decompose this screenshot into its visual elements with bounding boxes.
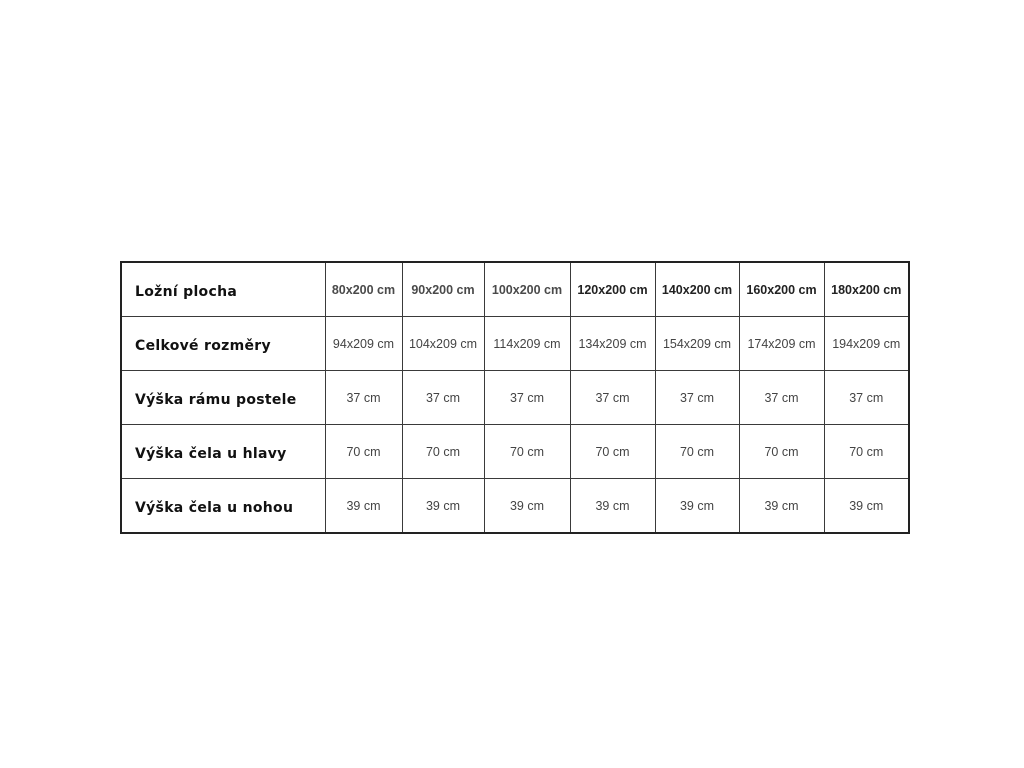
table-row (121, 425, 909, 479)
table-cell: 70 cm (570, 425, 655, 479)
table-cell: 37 cm (570, 371, 655, 425)
size-column-header: 90x200 cm (402, 262, 484, 317)
table-cell: 37 cm (484, 371, 570, 425)
size-column-header: 160x200 cm (739, 262, 824, 317)
bed-dimensions-table (120, 261, 910, 534)
row-label-overall-dimensions: Celkové rozměry (121, 317, 325, 371)
table-cell: 70 cm (484, 425, 570, 479)
table-cell: 94x209 cm (325, 317, 402, 371)
table-cell: 114x209 cm (484, 317, 570, 371)
table-header-row (121, 262, 909, 317)
table-cell: 134x209 cm (570, 317, 655, 371)
table-row (121, 371, 909, 425)
table-cell: 37 cm (739, 371, 824, 425)
table-cell: 70 cm (739, 425, 824, 479)
table-cell: 39 cm (484, 479, 570, 534)
table-cell: 70 cm (325, 425, 402, 479)
table-cell: 154x209 cm (655, 317, 739, 371)
size-column-header: 100x200 cm (484, 262, 570, 317)
table-cell: 37 cm (655, 371, 739, 425)
table-row (121, 317, 909, 371)
table-cell: 104x209 cm (402, 317, 484, 371)
table-cell: 39 cm (739, 479, 824, 534)
size-column-header: 120x200 cm (570, 262, 655, 317)
row-label-frame-height: Výška rámu postele (121, 371, 325, 425)
table-cell: 39 cm (325, 479, 402, 534)
table-cell: 70 cm (655, 425, 739, 479)
table-cell: 174x209 cm (739, 317, 824, 371)
table-cell: 39 cm (570, 479, 655, 534)
size-column-header: 180x200 cm (824, 262, 909, 317)
table-cell: 39 cm (824, 479, 909, 534)
row-label-headboard-height: Výška čela u hlavy (121, 425, 325, 479)
size-column-header: 140x200 cm (655, 262, 739, 317)
table-cell: 37 cm (325, 371, 402, 425)
table-cell: 194x209 cm (824, 317, 909, 371)
size-column-header: 80x200 cm (325, 262, 402, 317)
table-cell: 39 cm (655, 479, 739, 534)
row-label-sleeping-area: Ložní plocha (121, 262, 325, 317)
table-cell: 37 cm (824, 371, 909, 425)
table-cell: 39 cm (402, 479, 484, 534)
row-label-footboard-height: Výška čela u nohou (121, 479, 325, 534)
table-cell: 37 cm (402, 371, 484, 425)
table-cell: 70 cm (402, 425, 484, 479)
table-row (121, 479, 909, 534)
table-cell: 70 cm (824, 425, 909, 479)
